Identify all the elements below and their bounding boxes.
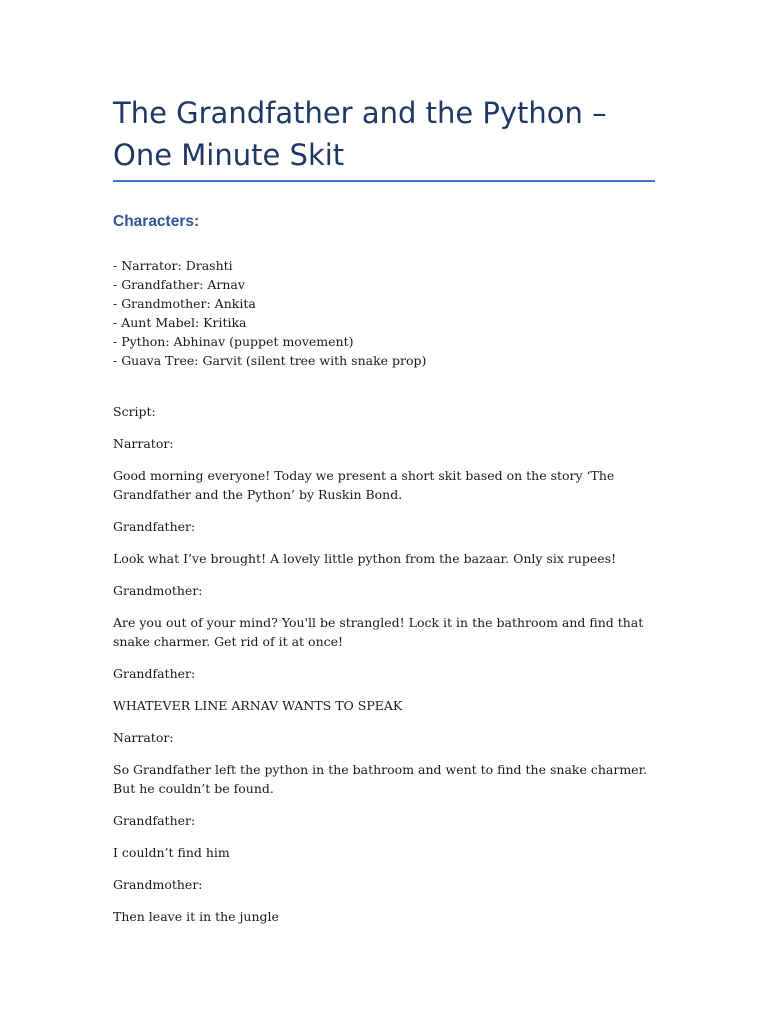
cast-item: - Narrator: Drashti	[113, 258, 233, 273]
speaker-label: Grandmother:	[113, 877, 203, 892]
cast-item: - Guava Tree: Garvit (silent tree with snake prop)	[113, 353, 427, 368]
speaker-label: Narrator:	[113, 730, 174, 745]
script-heading: Script:	[113, 404, 156, 419]
dialogue-line: Are you out of your mind? You'll be strangled! Lock it in the bathroom and find that snake charmer. Get rid of it at once!	[113, 615, 644, 649]
cast-item: - Grandfather: Arnav	[113, 277, 245, 292]
characters-heading: Characters:	[113, 213, 200, 230]
cast-item: - Aunt Mabel: Kritika	[113, 315, 247, 330]
speaker-label: Grandfather:	[113, 666, 196, 681]
speaker-label: Grandfather:	[113, 519, 196, 534]
title-underline	[113, 180, 655, 182]
cast-list	[113, 256, 426, 370]
cast-item: - Python: Abhinav (puppet movement)	[113, 334, 354, 349]
script-section	[113, 402, 655, 939]
dialogue-line: Then leave it in the jungle	[113, 909, 279, 924]
dialogue-line: I couldn’t find him	[113, 845, 230, 860]
dialogue-line: So Grandfather left the python in the bathroom and went to find the snake charmer. But he couldn’t be found.	[113, 762, 648, 796]
dialogue-line: Good morning everyone! Today we present a short skit based on the story ‘The Grandfather and the Python’ by Ruskin Bond.	[113, 468, 615, 502]
document-title: The Grandfather and the Python – One Minute Skit	[113, 96, 607, 172]
speaker-label: Narrator:	[113, 436, 174, 451]
speaker-label: Grandfather:	[113, 813, 196, 828]
dialogue-line: Look what I’ve brought! A lovely little python from the bazaar. Only six rupees!	[113, 551, 617, 566]
dialogue-line: WHATEVER LINE ARNAV WANTS TO SPEAK	[113, 698, 403, 713]
cast-item: - Grandmother: Ankita	[113, 296, 256, 311]
speaker-label: Grandmother:	[113, 583, 203, 598]
